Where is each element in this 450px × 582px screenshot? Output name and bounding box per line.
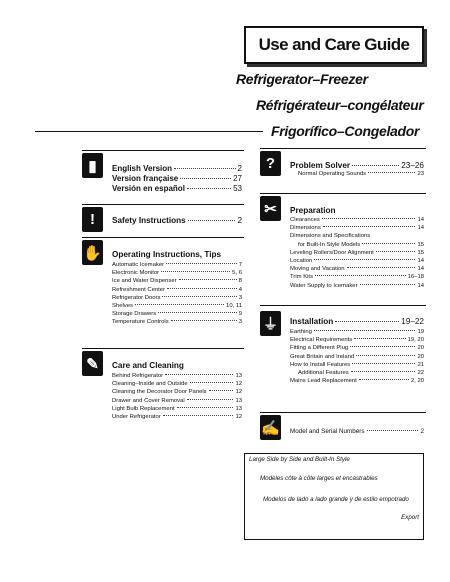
toc-entry[interactable]: How to Install Features 21 (290, 361, 424, 368)
toc-entry[interactable]: Under Refrigerator 12 (112, 414, 242, 421)
toc-entry[interactable]: Behind Refrigerator 13 (112, 373, 242, 379)
book-icon: ▮ (82, 153, 103, 178)
section-title: Preparation (290, 206, 336, 215)
section-title: Operating Instructions, Tips (112, 250, 222, 259)
model-line-es: Modelos de lado a lado grande y de estilo empotrado (263, 496, 409, 503)
toc-entry[interactable]: Refrigerator Doors 3 (112, 294, 242, 301)
warning-icon: ! (82, 207, 103, 232)
subtitle-fr: Réfrigérateur–congélateur (256, 97, 424, 113)
toc-entry[interactable]: Refreshment Center 4 (112, 286, 242, 293)
toc-entry[interactable]: Dimensions 14 (290, 225, 424, 232)
toc-entry[interactable]: Earthing 19 (290, 329, 424, 335)
toc-entry[interactable]: Normal Operating Sounds 23 (298, 171, 424, 177)
toc-entry[interactable]: Installation 19–22 (290, 317, 424, 326)
toc-entry[interactable]: Electronic Monitor 5, 6 (112, 270, 242, 277)
section-rule (82, 150, 244, 151)
toc-entry[interactable]: Version française 27 (112, 174, 242, 183)
toc-entry[interactable]: Location 14 (290, 258, 424, 265)
toc-entry[interactable]: Model and Serial Numbers 2 (290, 428, 424, 435)
model-line-en: Large Side by Side and Built-In Style (249, 456, 350, 463)
toc-entry[interactable]: Versión en español 53 (112, 184, 242, 193)
toc-entry[interactable]: Additional Features 22 (298, 370, 424, 377)
toc-entry[interactable]: Fitting a Different Plug 20 (290, 345, 424, 352)
toc-entry[interactable]: Mains Lead Replacement 2, 20 (290, 378, 424, 385)
title-rule (35, 131, 263, 132)
toc-entry[interactable]: Problem Solver 23–26 (290, 161, 424, 170)
plug-icon: ⏚ (260, 311, 281, 336)
toc-entry[interactable]: Automatic Icemaker 7 (112, 262, 242, 268)
toc-entry[interactable]: Cleaning the Decorator Door Panels 12 (112, 389, 242, 396)
label-icon: ✍ (260, 415, 281, 440)
tools-icon: ✂ (260, 196, 281, 221)
page-title: Use and Care Guide (258, 35, 410, 54)
toc-entry[interactable]: Cleaning–Inside and Outside 12 (112, 381, 242, 388)
toc-entry[interactable]: Ice and Water Dispenser 8 (112, 278, 242, 285)
toc-entry[interactable]: English Version 2 (112, 164, 242, 173)
model-line-fr: Modèles côte à côte larges et encastrables (260, 475, 378, 482)
export-label: Export (401, 514, 419, 521)
toc-entry[interactable]: Safety Instructions 2 (112, 216, 242, 225)
toc-entry[interactable]: Trim Kits 16–18 (290, 274, 424, 281)
toc-entry[interactable]: Great Britain and Ireland 20 (290, 353, 424, 360)
toc-entry[interactable]: Dimensions and Specifications (290, 233, 371, 240)
toc-entry[interactable]: for Built-In Style Models 15 (298, 241, 424, 248)
toc-entry[interactable]: Light Bulb Replacement 13 (112, 405, 242, 412)
toc-entry[interactable]: Moving and Vacation 14 (290, 266, 424, 273)
toc-entry[interactable]: Temperature Controls 3 (112, 319, 242, 326)
cleaning-hand-icon: ✎ (82, 351, 103, 376)
toc-entry[interactable]: Drawer and Cover Removal 13 (112, 397, 242, 404)
subtitle-en: Refrigerator–Freezer (236, 71, 368, 87)
hand-icon: ✋ (82, 240, 103, 265)
section-title: Care and Cleaning (112, 361, 184, 370)
question-icon: ? (260, 151, 281, 176)
toc-entry[interactable]: Storage Drawers 9 (112, 311, 242, 318)
toc-entry[interactable]: Electrical Requirements 19, 20 (290, 337, 424, 344)
subtitle-es: Frigorífico–Congelador (271, 123, 420, 139)
toc-entry[interactable]: Leveling Rollers/Door Alignment 15 (290, 249, 424, 256)
toc-entry[interactable]: Shelves 10, 11 (112, 303, 242, 310)
toc-entry[interactable]: Water Supply to Icemaker 14 (290, 282, 424, 289)
toc-entry[interactable]: Clearances 14 (290, 217, 424, 223)
model-box (244, 453, 424, 540)
title-box (244, 26, 424, 64)
